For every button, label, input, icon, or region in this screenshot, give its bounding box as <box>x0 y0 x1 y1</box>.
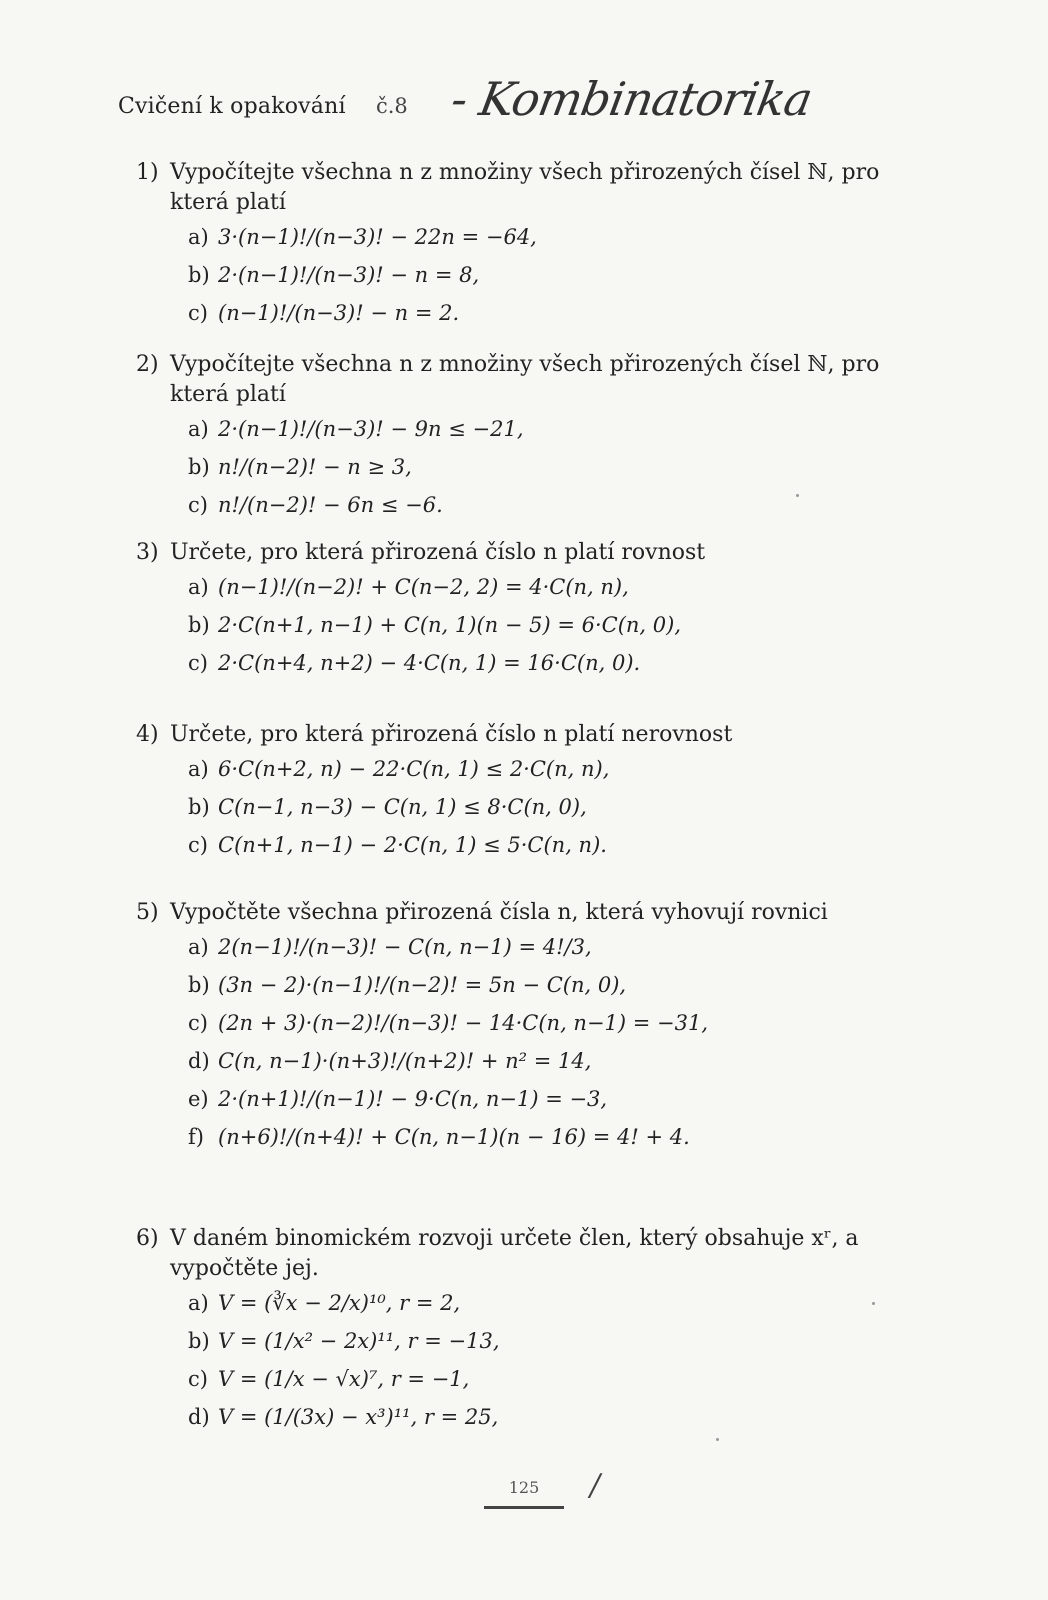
item-label: c) <box>188 1367 208 1391</box>
exercise-number: 2) <box>136 352 159 377</box>
exercise-text: Vypočtěte všechna přirozená čísla n, která vyhovují rovnici <box>170 900 828 925</box>
list-item <box>188 1322 936 1360</box>
list-item <box>188 568 936 606</box>
exercise-text: Vypočítejte všechna n z množiny všech přirozených čísel ℕ, pro která platí <box>170 160 880 215</box>
item-label: b) <box>188 1329 210 1353</box>
handwritten-topic: - Kombinatorika <box>447 72 816 126</box>
math-expression: n!/(n−2)! − 6n ≤ −6. <box>218 493 443 517</box>
document-title: Cvičení k opakování <box>118 94 346 119</box>
math-expression: C(n+1, n−1) − 2·C(n, 1) ≤ 5·C(n, n). <box>218 833 607 857</box>
math-expression: n!/(n−2)! − n ≥ 3, <box>218 455 412 479</box>
list-item <box>188 1042 936 1080</box>
math-expression: 2·(n−1)!/(n−3)! − 9n ≤ −21, <box>218 417 524 441</box>
page-number-stamp: 125 <box>484 1478 564 1509</box>
list-item <box>188 1004 936 1042</box>
item-label: d) <box>188 1049 210 1073</box>
item-label: a) <box>188 575 209 599</box>
list-item <box>188 750 936 788</box>
math-expression: V = (1/x − √x)⁷, r = −1, <box>218 1367 470 1391</box>
exercise-number: 3) <box>136 540 159 565</box>
exercise-2 <box>136 350 936 524</box>
item-label: c) <box>188 651 208 675</box>
math-expression: C(n, n−1)·(n+3)!/(n+2)! + n² = 14, <box>218 1049 592 1073</box>
list-item <box>188 1284 936 1322</box>
math-expression: 6·C(n+2, n) − 22·C(n, 1) ≤ 2·C(n, n), <box>218 757 610 781</box>
exercise-text: V daném binomickém rozvoji určete člen, který obsahuje xʳ, a vypočtěte jej. <box>170 1226 859 1281</box>
item-label: f) <box>188 1125 204 1149</box>
item-label: c) <box>188 833 208 857</box>
list-item <box>188 1080 936 1118</box>
scan-speck <box>716 1438 719 1441</box>
math-expression: V = (∛x − 2/x)¹⁰, r = 2, <box>218 1291 461 1315</box>
item-label: b) <box>188 973 210 997</box>
list-item <box>188 294 936 332</box>
exercise-number: č.8 <box>376 94 408 118</box>
exercise-text: Vypočítejte všechna n z množiny všech přirozených čísel ℕ, pro která platí <box>170 352 880 407</box>
item-label: e) <box>188 1087 209 1111</box>
math-expression: 2·(n−1)!/(n−3)! − n = 8, <box>218 263 480 287</box>
math-expression: C(n−1, n−3) − C(n, 1) ≤ 8·C(n, 0), <box>218 795 587 819</box>
list-item <box>188 486 936 524</box>
list-item <box>188 606 936 644</box>
math-expression: 2(n−1)!/(n−3)! − C(n, n−1) = 4!/3, <box>218 935 592 959</box>
list-item <box>188 1118 936 1156</box>
item-label: b) <box>188 455 210 479</box>
math-expression: 2·C(n+4, n+2) − 4·C(n, 1) = 16·C(n, 0). <box>218 651 641 675</box>
list-item <box>188 826 936 864</box>
math-expression: (n−1)!/(n−2)! + C(n−2, 2) = 4·C(n, n), <box>218 575 629 599</box>
math-expression: 2·(n+1)!/(n−1)! − 9·C(n, n−1) = −3, <box>218 1087 608 1111</box>
math-expression: V = (1/(3x) − x³)¹¹, r = 25, <box>218 1405 499 1429</box>
item-label: a) <box>188 417 209 441</box>
item-label: c) <box>188 493 208 517</box>
exercise-3 <box>136 538 936 682</box>
list-item <box>188 644 936 682</box>
exercise-1 <box>136 158 936 332</box>
exercise-text: Určete, pro která přirozená číslo n platí rovnost <box>170 540 706 565</box>
list-item <box>188 410 936 448</box>
scan-speck <box>796 494 799 497</box>
exercise-number: 1) <box>136 160 159 185</box>
math-expression: 2·C(n+1, n−1) + C(n, 1)(n − 5) = 6·C(n, 0), <box>218 613 682 637</box>
list-item <box>188 448 936 486</box>
math-expression: 3·(n−1)!/(n−3)! − 22n = −64, <box>218 225 537 249</box>
exercise-number: 4) <box>136 722 159 747</box>
math-expression: (n−1)!/(n−3)! − n = 2. <box>218 301 460 325</box>
exercise-4 <box>136 720 936 864</box>
exercise-5 <box>136 898 936 1156</box>
list-item <box>188 218 936 256</box>
list-item <box>188 788 936 826</box>
item-label: a) <box>188 935 209 959</box>
math-expression: (3n − 2)·(n−1)!/(n−2)! = 5n − C(n, 0), <box>218 973 627 997</box>
math-expression: V = (1/x² − 2x)¹¹, r = −13, <box>218 1329 500 1353</box>
exercise-text: Určete, pro která přirozená číslo n platí nerovnost <box>170 722 733 747</box>
item-label: a) <box>188 225 209 249</box>
item-label: b) <box>188 263 210 287</box>
handwritten-mark: / <box>590 1468 601 1503</box>
item-label: b) <box>188 795 210 819</box>
item-label: d) <box>188 1405 210 1429</box>
list-item <box>188 928 936 966</box>
math-expression: (n+6)!/(n+4)! + C(n, n−1)(n − 16) = 4! + 4. <box>218 1125 690 1149</box>
item-label: a) <box>188 757 209 781</box>
list-item <box>188 966 936 1004</box>
item-label: a) <box>188 1291 209 1315</box>
exercise-number: 5) <box>136 900 159 925</box>
item-label: c) <box>188 1011 208 1035</box>
exercise-6 <box>136 1224 936 1436</box>
item-label: b) <box>188 613 210 637</box>
item-label: c) <box>188 301 208 325</box>
list-item <box>188 1398 936 1436</box>
math-expression: (2n + 3)·(n−2)!/(n−3)! − 14·C(n, n−1) = −31, <box>218 1011 709 1035</box>
page-header <box>118 72 818 132</box>
exercise-number: 6) <box>136 1226 159 1251</box>
scan-speck <box>872 1302 875 1305</box>
list-item <box>188 256 936 294</box>
list-item <box>188 1360 936 1398</box>
